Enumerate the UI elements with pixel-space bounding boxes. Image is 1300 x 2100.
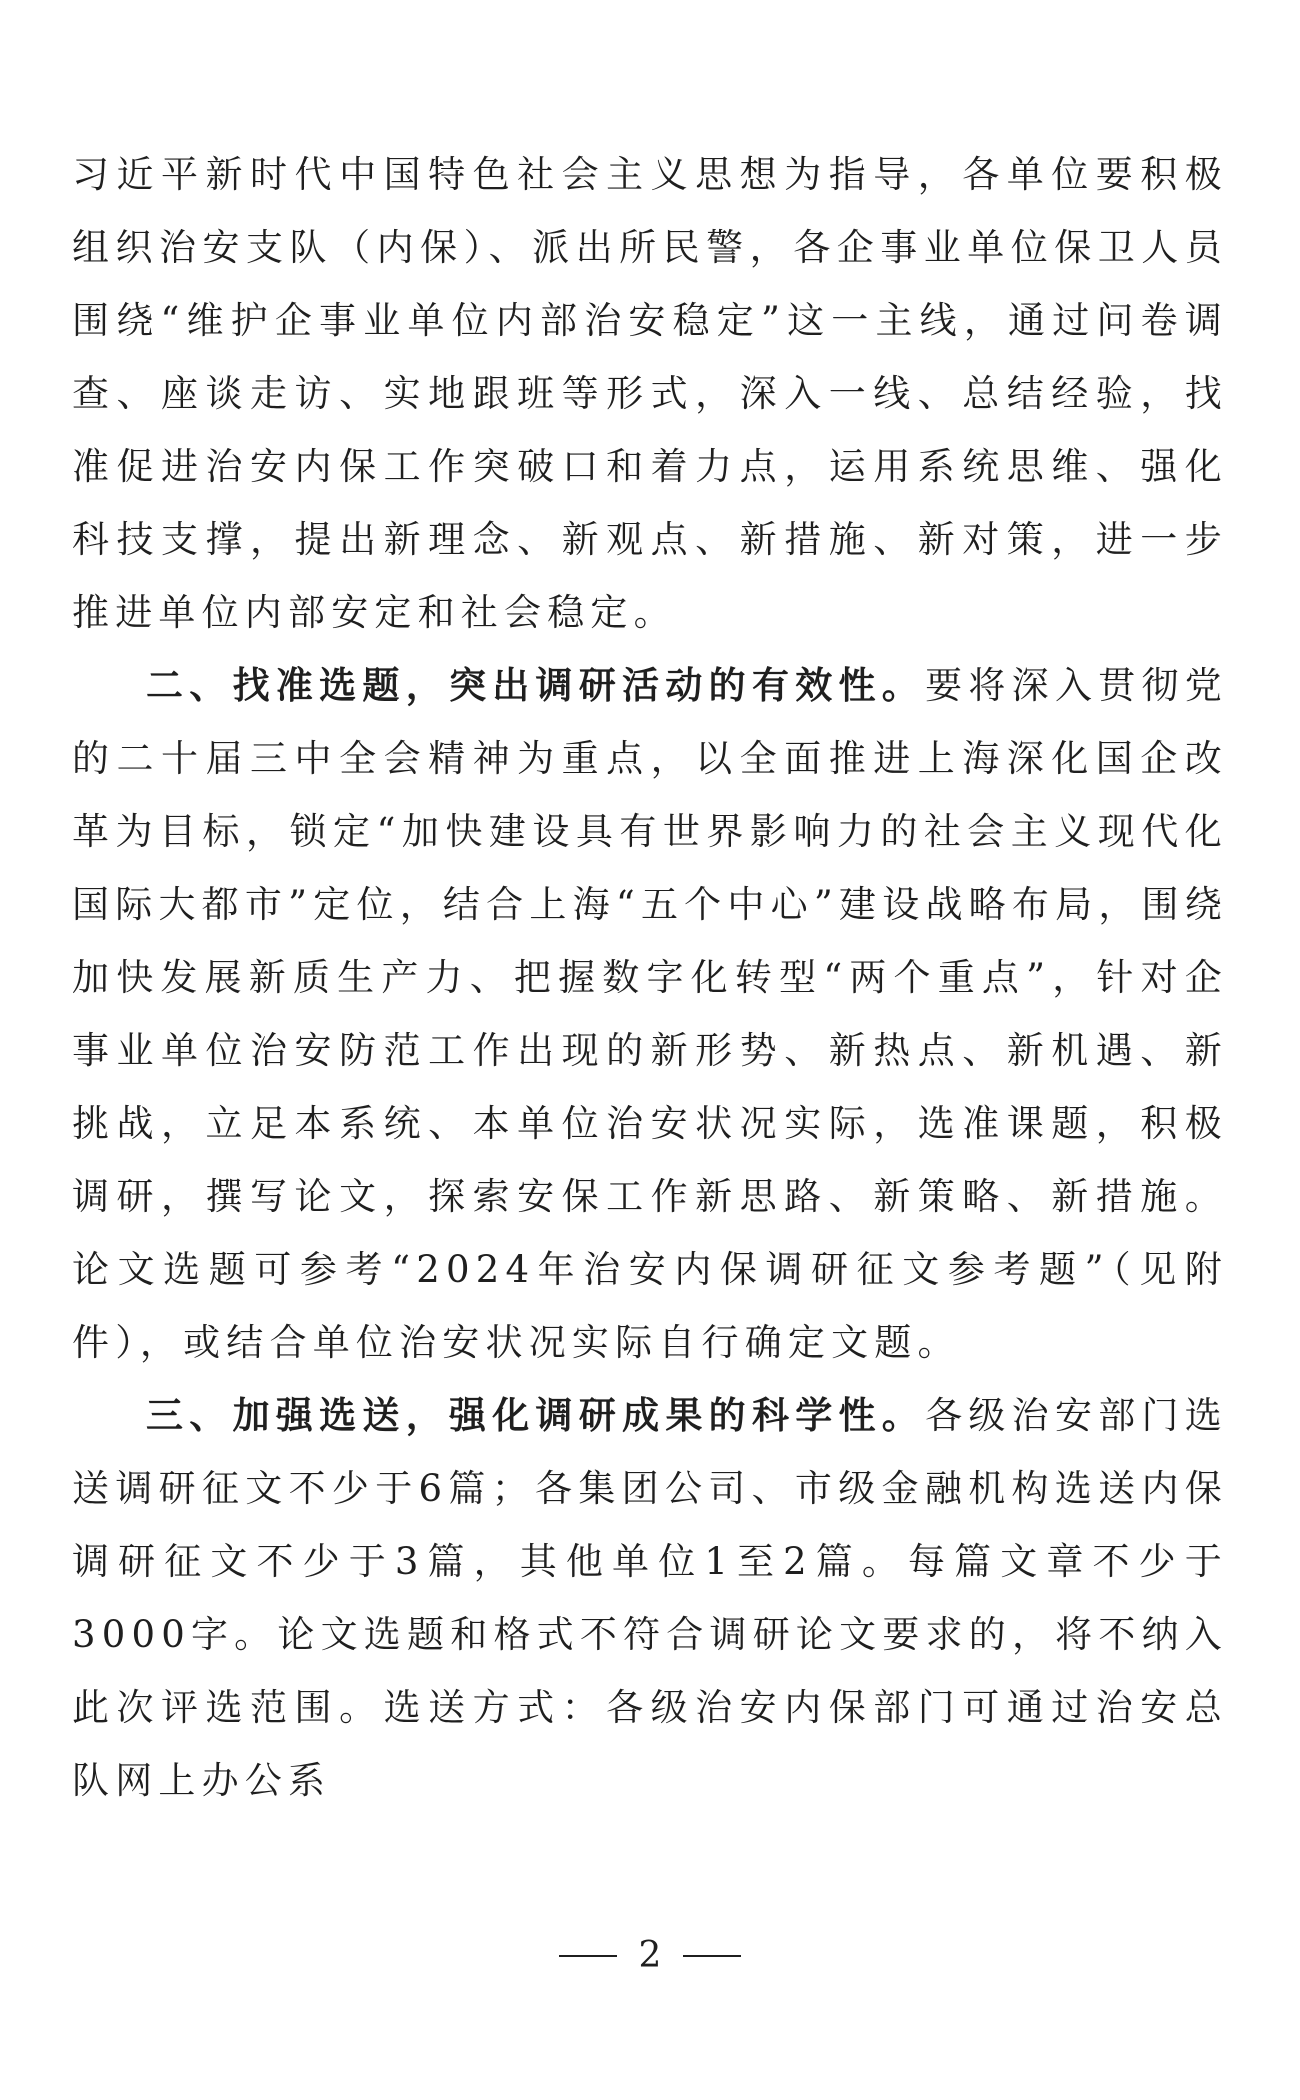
document-body: [72, 138, 1228, 1817]
section-two-text: 要将深入贯彻党的二十届三中全会精神为重点，以全面推进上海深化国企改革为目标，锁定“加快建设具有世界影响力的社会主义现代化国际大都市”定位，结合上海“五个中心”建设战略布局，围绕加快发展新质生产力、把握数字化转型“两个重点”，针对企事业单位治安防范工作出现的新形势、新热点、新机遇、新挑战，立足本系统、本单位治安状况实际，选准课题，积极调研，撰写论文，探索安保工作新思路、新策略、新措施。论文选题可参考“2024年治安内保调研征文参考题”（见附件），或结合单位治安状况实际自行确定文题。: [72, 664, 1228, 1364]
section-three-text: 各级治安部门选送调研征文不少于6篇；各集团公司、市级金融机构选送内保调研征文不少于3篇，其他单位1至2篇。每篇文章不少于3000字。论文选题和格式不符合调研论文要求的，将不纳入此次评选范围。选送方式：各级治安内保部门可通过治安总队网上办公系: [72, 1394, 1228, 1802]
page-number: 2: [638, 1935, 662, 1976]
paragraph-1-text: 习近平新时代中国特色社会主义思想为指导，各单位要积极组织治安支队（内保）、派出所民警，各企事业单位保卫人员围绕“维护企事业单位内部治安稳定”这一主线，通过问卷调查、座谈走访、实地跟班等形式，深入一线、总结经验，找准促进治安内保工作突破口和着力点，运用系统思维、强化科技支撑，提出新理念、新观点、新措施、新对策，进一步推进单位内部安定和社会稳定。: [72, 153, 1228, 634]
page-number-right-dash: [683, 1955, 741, 1957]
page-footer: [0, 1932, 1300, 1978]
section-three-heading: 三、加强选送，强化调研成果的科学性。: [146, 1393, 926, 1437]
section-three-paragraph: [72, 1379, 1228, 1817]
page-number-left-dash: [559, 1955, 617, 1957]
section-two-heading: 二、找准选题，突出调研活动的有效性。: [146, 663, 926, 707]
paragraph-continuation: [72, 138, 1228, 649]
section-two-paragraph: [72, 649, 1228, 1379]
